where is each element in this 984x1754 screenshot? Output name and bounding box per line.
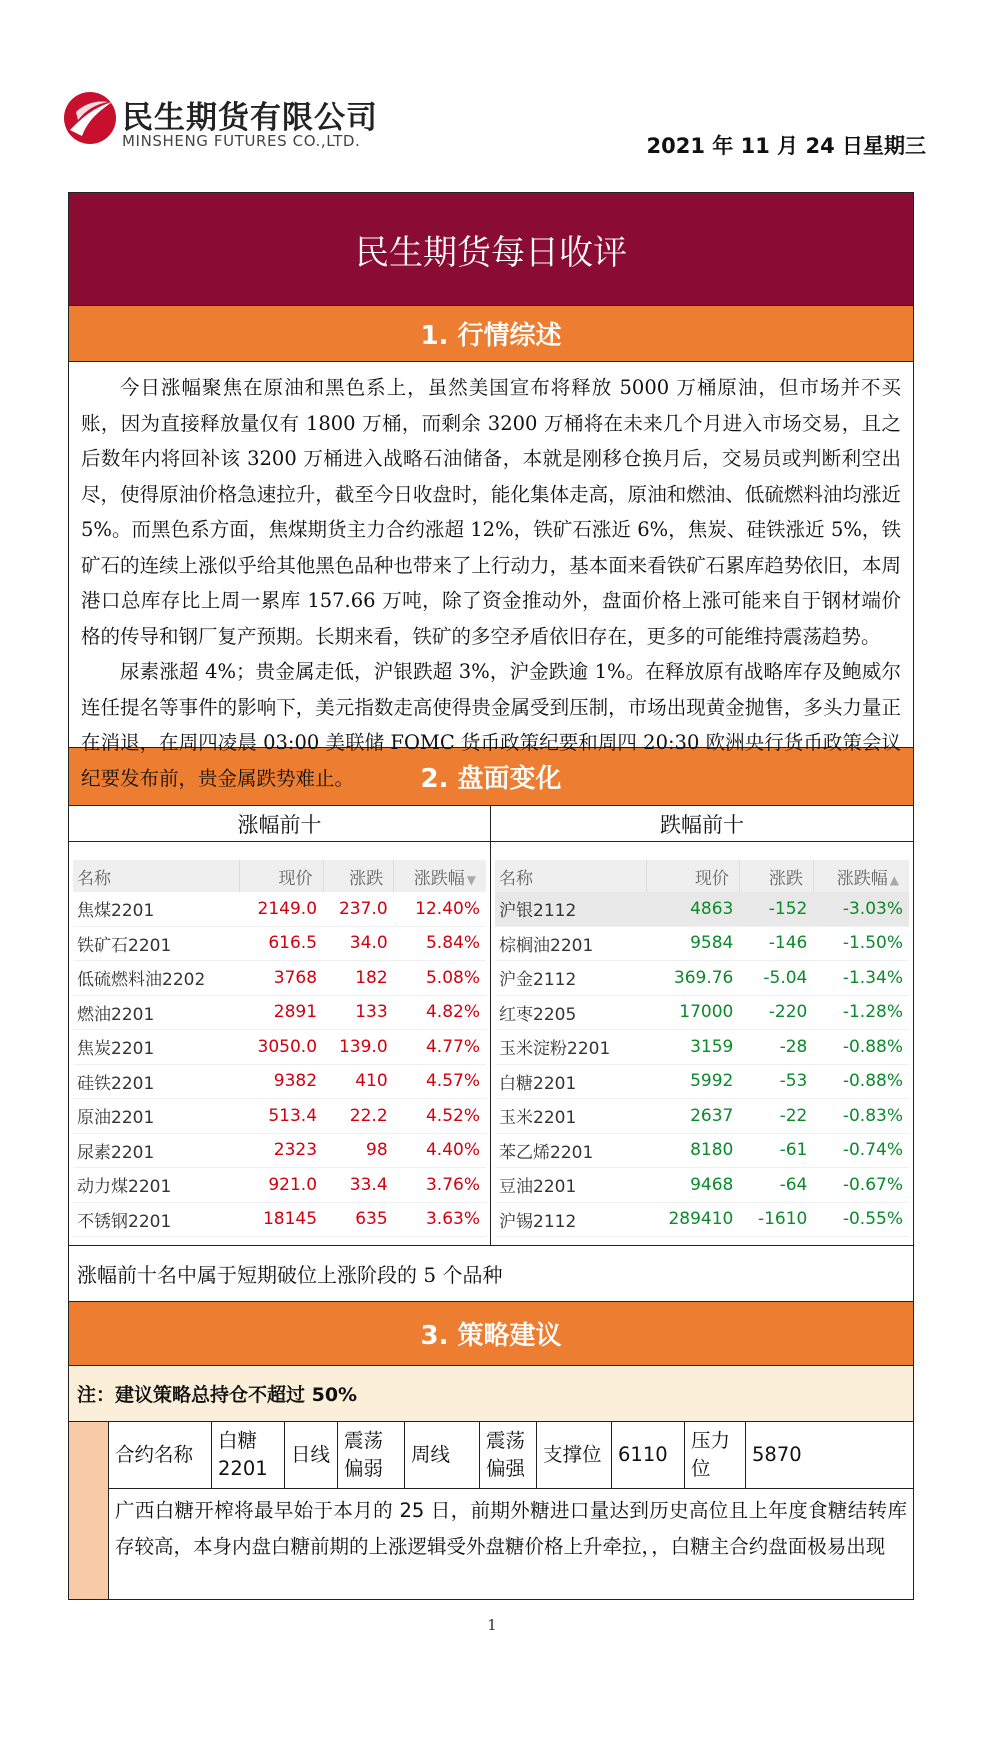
losers-panel: [491, 806, 913, 1245]
cell-change: 635: [323, 1202, 394, 1237]
cell-name: 白糖2201: [495, 1064, 646, 1099]
contract-table: [109, 1422, 913, 1489]
company-name-cn: 民生期货有限公司: [122, 100, 378, 136]
report-title: 民生期货每日收评: [69, 193, 913, 306]
cell-change-pct: 4.77%: [394, 1030, 486, 1065]
table-row[interactable]: [495, 1168, 909, 1203]
cell-change-pct: -0.55%: [813, 1202, 909, 1237]
cell-name: 低硫燃料油2202: [73, 961, 239, 996]
overview-paragraph: 今日涨幅聚焦在原油和黑色系上，虽然美国宣布将释放 5000 万桶原油，但市场并不买账，因为直接释放量仅有 1800 万桶，而剩余 3200 万桶将在未来几个月进入市场交易，且之后数年内将回补该 3200 万桶进入战略石油储备，本就是刚移仓换月后，交易员或判断利空出尽，使得原油价格急速拉升，截至今日收盘时，能化集体走高，原油和燃油、低硫燃料油均涨近 5%。而黑色系方面，焦煤期货主力合约涨超 12%，铁矿石涨近 6%，焦炭、硅铁涨近 5%，铁矿石的连续上涨似乎给其他黑色品种也带来了上行动力，基本面来看铁矿石累库趋势依旧，本周港口总库存比上周一累库 157.66 万吨，除了资金推动外，盘面价格上涨可能来自于钢材端价格的传导和钢厂复产预期。长期来看，铁矿的多空矛盾依旧存在，更多的可能维持震荡趋势。: [81, 376, 901, 648]
company-logo: [62, 88, 378, 160]
position-limit-note: 注：建议策略总持仓不超过 50%: [69, 1366, 913, 1422]
cell-name: 玉米2201: [495, 1099, 646, 1134]
overview-paragraph: 尿素涨超 4%；贵金属走低，沪银跌超 3%，沪金跌逾 1%。在释放原有战略库存及鲍威尔连任提名等事件的影响下，美元指数走高使得贵金属受到压制，市场出现黄金抛售，多头力量正在消退，在周四凌晨 03:00 美联储 FOMC 货币政策纪要和周四 20:30 欧洲央行货币政策会议纪要发布前，贵金属跌势难止。: [81, 660, 901, 790]
cell-change: 139.0: [323, 1030, 394, 1065]
table-row[interactable]: [495, 926, 909, 961]
cell-change-pct: -1.28%: [813, 995, 909, 1030]
cell-change: -5.04: [739, 961, 813, 996]
cell-change: 182: [323, 961, 394, 996]
cell-price: 2637: [646, 1099, 739, 1134]
report-date: 2021 年 11 月 24 日星期三: [646, 134, 926, 158]
cell-change-pct: -3.03%: [813, 892, 909, 926]
cell-name: 动力煤2201: [73, 1168, 239, 1203]
table-row[interactable]: [73, 892, 486, 926]
support-label: 支撑位: [537, 1422, 612, 1489]
cell-change: -22: [739, 1099, 813, 1134]
cell-change-pct: 3.76%: [394, 1168, 486, 1203]
cell-change-pct: 12.40%: [394, 892, 486, 926]
cell-change-pct: 5.08%: [394, 961, 486, 996]
gainers-heading: 涨幅前十: [69, 806, 490, 842]
column-header-name[interactable]: 名称: [495, 860, 646, 892]
strategy-main: [109, 1422, 913, 1600]
cell-price: 3159: [646, 1030, 739, 1065]
cell-name: 沪银2112: [495, 892, 646, 926]
table-header-row: [495, 860, 909, 892]
cell-change-pct: 4.52%: [394, 1099, 486, 1134]
cell-change-pct: 4.82%: [394, 995, 486, 1030]
logo-mark-icon: [62, 90, 118, 146]
cell-change: -53: [739, 1064, 813, 1099]
page-number: 1: [487, 1616, 497, 1634]
resistance-label: 压力位: [685, 1422, 746, 1489]
table-header-row: [73, 860, 486, 892]
cell-change-pct: 3.63%: [394, 1202, 486, 1237]
cell-change: -152: [739, 892, 813, 926]
gainers-table: [73, 860, 486, 1237]
cell-change-pct: 4.40%: [394, 1133, 486, 1168]
table-row[interactable]: [495, 1064, 909, 1099]
cell-price: 921.0: [239, 1168, 323, 1203]
strategy-body: [69, 1422, 913, 1600]
cell-change: 33.4: [323, 1168, 394, 1203]
support-value: 6110: [612, 1422, 685, 1489]
losers-table: [495, 860, 909, 1237]
cell-name: 原油2201: [73, 1099, 239, 1134]
table-row[interactable]: [73, 1064, 486, 1099]
section-strategy-title: 3. 策略建议: [69, 1302, 913, 1366]
cell-change-pct: -0.67%: [813, 1168, 909, 1203]
column-header-price[interactable]: 现价: [239, 860, 323, 892]
table-row[interactable]: [73, 1168, 486, 1203]
cell-change: -64: [739, 1168, 813, 1203]
gainers-rows: [73, 892, 486, 1237]
strategy-description: 广西白糖开榨将最早始于本月的 25 日，前期外糖进口量达到历史高位且上年度食糖结转库存较高，本身内盘白糖前期的上涨逻辑受外盘糖价格上升牵拉，，白糖主合约盘面极易出现: [115, 1499, 907, 1558]
cell-change: 22.2: [323, 1099, 394, 1134]
cell-name: 硅铁2201: [73, 1064, 239, 1099]
cell-name: 玉米淀粉2201: [495, 1030, 646, 1065]
cell-change: -28: [739, 1030, 813, 1065]
cell-name: 棕榈油2201: [495, 926, 646, 961]
cell-change: -146: [739, 926, 813, 961]
cell-change-pct: -0.83%: [813, 1099, 909, 1134]
table-row[interactable]: [495, 1202, 909, 1237]
table-row[interactable]: [73, 926, 486, 961]
cell-change: -220: [739, 995, 813, 1030]
losers-rows: [495, 892, 909, 1237]
cell-price: 8180: [646, 1133, 739, 1168]
market-changes: [69, 806, 913, 1246]
cell-name: 红枣2205: [495, 995, 646, 1030]
cell-price: 289410: [646, 1202, 739, 1237]
column-header-change[interactable]: 涨跌: [739, 860, 813, 892]
cell-name: 焦煤2201: [73, 892, 239, 926]
table-row[interactable]: [73, 995, 486, 1030]
column-header-change-pct-label: 涨跌幅: [413, 868, 465, 889]
column-header-name[interactable]: 名称: [73, 860, 239, 892]
cell-change: 237.0: [323, 892, 394, 926]
column-header-price[interactable]: 现价: [646, 860, 739, 892]
strategy-side-stripe: [69, 1422, 109, 1600]
cell-price: 2323: [239, 1133, 323, 1168]
gainers-panel: [69, 806, 491, 1245]
table-row[interactable]: [495, 961, 909, 996]
column-header-change-pct[interactable]: [394, 860, 486, 892]
cell-price: 2149.0: [239, 892, 323, 926]
breakout-note: 涨幅前十名中属于短期破位上涨阶段的 5 个品种: [69, 1246, 913, 1302]
cell-name: 豆油2201: [495, 1168, 646, 1203]
cell-price: 369.76: [646, 961, 739, 996]
table-row[interactable]: [495, 892, 909, 926]
table-row[interactable]: [73, 1030, 486, 1065]
cell-price: 17000: [646, 995, 739, 1030]
cell-name: 沪金2112: [495, 961, 646, 996]
contract-name: 白糖 2201: [212, 1422, 285, 1489]
sort-up-icon: ▲: [889, 872, 899, 887]
table-row[interactable]: [73, 961, 486, 996]
contract-row: [109, 1422, 913, 1489]
weekly-label: 周线: [405, 1422, 480, 1489]
column-header-change-pct-label: 涨跌幅: [836, 868, 888, 889]
cell-change-pct: -1.50%: [813, 926, 909, 961]
table-row[interactable]: [73, 1099, 486, 1134]
cell-price: 616.5: [239, 926, 323, 961]
table-row[interactable]: [73, 1202, 486, 1237]
cell-name: 燃油2201: [73, 995, 239, 1030]
cell-price: 9468: [646, 1168, 739, 1203]
column-header-change-pct[interactable]: [813, 860, 909, 892]
weekly-trend: 震荡偏强: [480, 1422, 537, 1489]
cell-change: 410: [323, 1064, 394, 1099]
cell-name: 苯乙烯2201: [495, 1133, 646, 1168]
resistance-value: 5870: [746, 1422, 914, 1489]
cell-price: 5992: [646, 1064, 739, 1099]
table-row[interactable]: [73, 1133, 486, 1168]
cell-name: 焦炭2201: [73, 1030, 239, 1065]
cell-price: 9382: [239, 1064, 323, 1099]
cell-change-pct: -1.34%: [813, 961, 909, 996]
cell-name: 铁矿石2201: [73, 926, 239, 961]
cell-change-pct: -0.74%: [813, 1133, 909, 1168]
cell-change: 133: [323, 995, 394, 1030]
section-overview-title: 1. 行情综述: [69, 306, 913, 362]
column-header-change[interactable]: 涨跌: [323, 860, 394, 892]
table-row[interactable]: [495, 995, 909, 1030]
contract-label: 合约名称: [109, 1422, 212, 1489]
cell-change: 98: [323, 1133, 394, 1168]
section-market-title: 2. 盘面变化: [69, 748, 913, 806]
sort-down-icon: ▼: [466, 872, 476, 887]
cell-price: 3050.0: [239, 1030, 323, 1065]
cell-price: 513.4: [239, 1099, 323, 1134]
table-row[interactable]: [495, 1030, 909, 1065]
cell-change-pct: -0.88%: [813, 1030, 909, 1065]
table-row[interactable]: [495, 1133, 909, 1168]
cell-change-pct: 5.84%: [394, 926, 486, 961]
daily-trend: 震荡偏弱: [338, 1422, 405, 1489]
cell-change: -1610: [739, 1202, 813, 1237]
cell-price: 18145: [239, 1202, 323, 1237]
daily-label: 日线: [285, 1422, 338, 1489]
cell-price: 4863: [646, 892, 739, 926]
cell-change: -61: [739, 1133, 813, 1168]
report-frame: [68, 192, 914, 1600]
cell-name: 不锈钢2201: [73, 1202, 239, 1237]
cell-change: 34.0: [323, 926, 394, 961]
cell-name: 尿素2201: [73, 1133, 239, 1168]
cell-change-pct: 4.57%: [394, 1064, 486, 1099]
table-row[interactable]: [495, 1099, 909, 1134]
cell-name: 沪锡2112: [495, 1202, 646, 1237]
cell-price: 9584: [646, 926, 739, 961]
cell-change-pct: -0.88%: [813, 1064, 909, 1099]
company-name-en: MINSHENG FUTURES CO.,LTD.: [122, 132, 361, 150]
losers-heading: 跌幅前十: [491, 806, 913, 842]
cell-price: 2891: [239, 995, 323, 1030]
cell-price: 3768: [239, 961, 323, 996]
